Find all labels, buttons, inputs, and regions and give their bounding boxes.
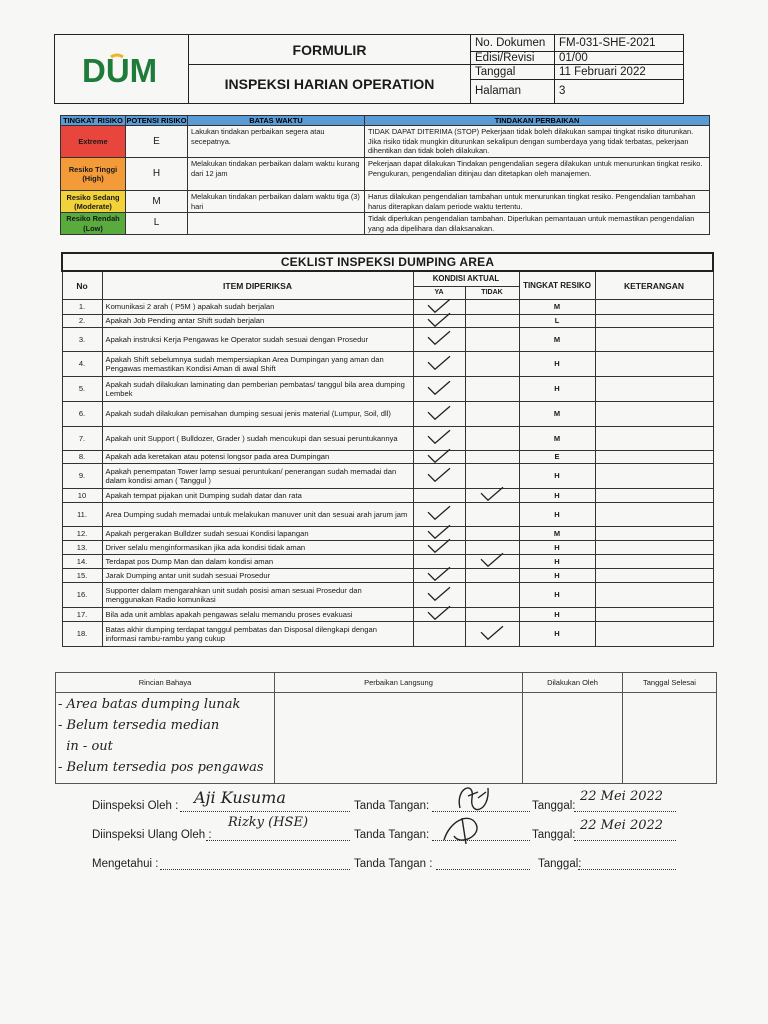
tidak-cell[interactable] <box>465 582 519 607</box>
tidak-cell[interactable] <box>465 426 519 450</box>
ya-cell[interactable] <box>413 463 465 488</box>
tidak-cell[interactable] <box>465 401 519 426</box>
row-item: Jarak Dumping antar unit sudah sesuai Prosedur <box>102 568 413 582</box>
rincian-entry: - Belum tersedia pos pengawas <box>58 760 264 775</box>
checklist-row <box>62 621 713 646</box>
rincian-header: Tanggal Selesai <box>623 673 717 693</box>
checklist-row <box>62 540 713 554</box>
row-keterangan[interactable] <box>595 540 713 554</box>
checklist-table <box>61 252 714 647</box>
checkmark-icon <box>426 567 452 583</box>
row-no: 6. <box>62 401 102 426</box>
ya-cell[interactable] <box>413 351 465 376</box>
checkmark-icon <box>426 430 452 446</box>
row-no: 18. <box>62 621 102 646</box>
row-risk: H <box>519 463 595 488</box>
checklist-row <box>62 314 713 327</box>
tidak-cell[interactable] <box>465 463 519 488</box>
checkmark-icon <box>426 405 452 421</box>
row-risk: H <box>519 554 595 568</box>
risk-level: Resiko Tinggi (High) <box>61 158 126 191</box>
ya-cell[interactable] <box>413 376 465 401</box>
col-keterangan-header: KETERANGAN <box>595 271 713 299</box>
row-item: Apakah tempat pijakan unit Dumping sudah datar dan rata <box>102 488 413 502</box>
ulang-label: Diinspeksi Ulang Oleh : <box>92 829 212 841</box>
row-item: Apakah penempatan Tower lamp sesuai peruntukan/ penerangan sudah memadai dan dalam kondisi aman ( Tanggul ) <box>102 463 413 488</box>
checklist-row <box>62 327 713 351</box>
row-keterangan[interactable] <box>595 502 713 526</box>
risk-header: TINDAKAN PERBAIKAN <box>365 116 710 126</box>
ulang-date: 22 Mei 2022 <box>580 818 664 833</box>
tidak-cell[interactable] <box>465 327 519 351</box>
checklist-row <box>62 376 713 401</box>
risk-header: POTENSI RISIKO <box>126 116 187 125</box>
row-risk: M <box>519 526 595 540</box>
tidak-cell[interactable] <box>465 450 519 463</box>
tanda-label: Tanda Tangan: <box>354 800 430 812</box>
row-risk: H <box>519 621 595 646</box>
row-keterangan[interactable] <box>595 327 713 351</box>
checklist-row <box>62 582 713 607</box>
row-no: 2. <box>62 314 102 327</box>
tanggal-label: Tanggal: <box>532 800 576 812</box>
row-keterangan[interactable] <box>595 314 713 327</box>
risk-code: M <box>126 191 188 213</box>
risk-header: TINGKAT RISIKO <box>61 116 126 126</box>
tidak-cell[interactable] <box>465 502 519 526</box>
row-item: Apakah sudah dilakukan pemisahan dumping sesuai jenis material (Lumpur, Soil, dll) <box>102 401 413 426</box>
row-risk: H <box>519 376 595 401</box>
tidak-cell[interactable] <box>465 351 519 376</box>
rincian-bahaya-list <box>58 694 273 778</box>
checkmark-icon <box>426 606 452 622</box>
checklist-row <box>62 401 713 426</box>
tidak-cell[interactable] <box>465 299 519 314</box>
risk-time: Melakukan tindakan perbaikan dalam waktu tiga (3) hari <box>188 191 365 213</box>
tanda-label: Tanda Tangan : <box>354 858 433 870</box>
row-keterangan[interactable] <box>595 376 713 401</box>
row-no: 3. <box>62 327 102 351</box>
meta-value: 11 Februari 2022 <box>555 65 684 79</box>
checklist-row <box>62 488 713 502</box>
row-item: Apakah sudah dilakukan laminating dan pemberian pembatas/ tanggul bila area dumping Lembek <box>102 376 413 401</box>
tidak-cell[interactable] <box>465 607 519 621</box>
row-no: 1. <box>62 299 102 314</box>
row-risk: H <box>519 607 595 621</box>
row-no: 13. <box>62 540 102 554</box>
ya-cell[interactable] <box>413 540 465 554</box>
tanda-line <box>436 858 530 870</box>
row-risk: E <box>519 450 595 463</box>
checkmark-icon <box>426 448 452 464</box>
row-keterangan[interactable] <box>595 568 713 582</box>
risk-code: E <box>126 126 188 158</box>
ya-cell[interactable] <box>413 502 465 526</box>
risk-action: Tidak diperlukan pengendalian tambahan. Diperlukan pemantauan untuk memastikan pengendalian yang ada dipelihara dan dilaksanakan. <box>365 213 710 235</box>
row-keterangan[interactable] <box>595 621 713 646</box>
row-risk: H <box>519 582 595 607</box>
row-no: 5. <box>62 376 102 401</box>
risk-row <box>61 213 710 235</box>
row-item: Driver selalu menginformasikan jika ada kondisi tidak aman <box>102 540 413 554</box>
row-risk: H <box>519 540 595 554</box>
meta-label: Tanggal <box>471 65 555 79</box>
checkmark-icon <box>426 331 452 347</box>
tidak-cell[interactable] <box>465 314 519 327</box>
checklist-row <box>62 351 713 376</box>
dum-logo <box>80 52 170 86</box>
rincian-header: Rincian Bahaya <box>56 673 275 693</box>
meta-value: 01/00 <box>555 52 684 65</box>
row-risk: H <box>519 488 595 502</box>
tidak-cell[interactable] <box>465 376 519 401</box>
row-risk: M <box>519 327 595 351</box>
row-item: Supporter dalam mengarahkan unit sudah posisi aman sesuai Prosedur dan menggunakan Radio komunikasi <box>102 582 413 607</box>
risk-matrix-table <box>60 115 710 235</box>
checklist-row <box>62 463 713 488</box>
checkmark-icon <box>426 467 452 483</box>
row-keterangan[interactable] <box>595 463 713 488</box>
ya-cell[interactable] <box>413 426 465 450</box>
tidak-cell[interactable] <box>465 621 519 646</box>
rincian-cell <box>623 693 717 784</box>
checkmark-icon <box>479 625 505 641</box>
risk-header: BATAS WAKTU <box>188 116 365 126</box>
row-no: 8. <box>62 450 102 463</box>
rincian-cell <box>523 693 623 784</box>
row-risk: M <box>519 401 595 426</box>
tanggal-label: Tanggal: <box>532 829 576 841</box>
checklist-row <box>62 426 713 450</box>
col-tidak-header: TIDAK <box>465 286 519 299</box>
row-no: 12. <box>62 526 102 540</box>
ya-cell[interactable] <box>413 621 465 646</box>
row-item: Apakah instruksi Kerja Pengawas ke Operator sudah sesuai dengan Prosedur <box>102 327 413 351</box>
mengetahui-line <box>160 858 350 870</box>
meta-label: Edisi/Revisi <box>471 52 555 65</box>
row-keterangan[interactable] <box>595 351 713 376</box>
checklist-row <box>62 607 713 621</box>
risk-row <box>61 191 710 213</box>
row-no: 7. <box>62 426 102 450</box>
checklist-row <box>62 526 713 540</box>
row-risk: H <box>519 351 595 376</box>
checkmark-icon <box>426 380 452 396</box>
row-no: 11. <box>62 502 102 526</box>
checkmark-icon <box>479 487 505 503</box>
row-keterangan[interactable] <box>595 299 713 314</box>
checklist-row <box>62 450 713 463</box>
rincian-header: Perbaikan Langsung <box>275 673 523 693</box>
risk-action: Pekerjaan dapat dilakukan Tindakan pengendalian segera dilakukan untuk menurunkan tingkat resiko. Pengukuran, pengendalian ditinjau dan ditetapkan oleh manajemen. <box>365 158 710 191</box>
row-item: Batas akhir dumping terdapat tanggul pembatas dan Disposal dilengkapi dengan informasi rambu-rambu yang cukup <box>102 621 413 646</box>
risk-time: Melakukan tindakan perbaikan dalam waktu kurang dari 12 jam <box>188 158 365 191</box>
row-item: Bila ada unit amblas apakah pengawas selalu memandu proses evakuasi <box>102 607 413 621</box>
row-item: Apakah ada keretakan atau potensi longsor pada area Dumpingan <box>102 450 413 463</box>
risk-level: Extreme <box>61 126 126 158</box>
checklist-row <box>62 554 713 568</box>
row-keterangan[interactable] <box>595 426 713 450</box>
checkmark-icon <box>426 312 452 328</box>
ya-cell[interactable] <box>413 488 465 502</box>
rincian-header: Dilakukan Oleh <box>523 673 623 693</box>
ya-cell[interactable] <box>413 401 465 426</box>
risk-code: H <box>126 158 188 191</box>
logo-text: DUM <box>82 52 158 86</box>
checkmark-icon <box>426 355 452 371</box>
rincian-entry: - Belum tersedia median <box>58 718 220 733</box>
col-no-header: No <box>62 271 102 299</box>
diinspeksi-line <box>180 800 350 812</box>
ya-cell[interactable] <box>413 582 465 607</box>
form-title: INSPEKSI HARIAN OPERATION <box>189 65 471 104</box>
row-item: Komunikasi 2 arah ( P5M ) apakah sudah berjalan <box>102 299 413 314</box>
risk-action: TIDAK DAPAT DITERIMA (STOP) Pekerjaan tidak boleh dilakukan sampai tingkat risiko diturunkan. Jika risiko tidak mungkin diturunkan sekalipun dengan sumberdaya yang tidak terbatas, pekerjaan dihentikan dan tidak boleh dilakukan. <box>365 126 710 158</box>
ya-cell[interactable] <box>413 327 465 351</box>
row-no: 4. <box>62 351 102 376</box>
rincian-entry: in - out <box>58 739 113 754</box>
rincian-entry: - Area batas dumping lunak <box>58 697 241 712</box>
row-risk: M <box>519 426 595 450</box>
form-label: FORMULIR <box>189 35 471 65</box>
risk-time: Lakukan tindakan perbaikan segera atau secepatnya. <box>188 126 365 158</box>
diinspeksi-name: Aji Kusuma <box>194 788 286 807</box>
ya-cell[interactable] <box>413 607 465 621</box>
col-tingkat-header: TINGKAT RESIKO <box>519 271 595 299</box>
ya-cell[interactable] <box>413 450 465 463</box>
ya-cell[interactable] <box>413 314 465 327</box>
row-risk: L <box>519 314 595 327</box>
diinspeksi-date: 22 Mei 2022 <box>580 789 664 804</box>
ulang-name: Rizky (HSE) <box>228 815 309 830</box>
rincian-cell <box>275 693 523 784</box>
row-no: 14. <box>62 554 102 568</box>
tidak-cell[interactable] <box>465 554 519 568</box>
checklist-row <box>62 568 713 582</box>
tidak-cell[interactable] <box>465 488 519 502</box>
row-item: Terdapat pos Dump Man dan dalam kondisi aman <box>102 554 413 568</box>
risk-level: Resiko Sedang (Moderate) <box>61 191 126 213</box>
checkmark-icon <box>426 539 452 555</box>
row-no: 16. <box>62 582 102 607</box>
row-keterangan[interactable] <box>595 488 713 502</box>
row-risk: H <box>519 568 595 582</box>
risk-code: L <box>126 213 188 235</box>
risk-time <box>188 213 365 235</box>
row-keterangan[interactable] <box>595 607 713 621</box>
meta-value: 3 <box>555 79 684 103</box>
tanggal-label: Tanggal: <box>538 858 582 870</box>
tanda-label: Tanda Tangan: <box>354 829 430 841</box>
meta-label: Halaman <box>471 79 555 103</box>
checklist-row <box>62 299 713 314</box>
signature-2-icon <box>440 812 490 848</box>
checkmark-icon <box>479 553 505 569</box>
row-keterangan[interactable] <box>595 554 713 568</box>
checkmark-icon <box>426 506 452 522</box>
row-item: Area Dumping sudah memadai untuk melakukan manuver unit dan sesuai arah jarum jam <box>102 502 413 526</box>
risk-row <box>61 126 710 158</box>
col-ya-header: YA <box>413 286 465 299</box>
risk-level: Resiko Rendah (Low) <box>61 213 126 235</box>
row-no: 17. <box>62 607 102 621</box>
tidak-cell[interactable] <box>465 526 519 540</box>
checklist-title: CEKLIST INSPEKSI DUMPING AREA <box>62 253 713 271</box>
row-keterangan[interactable] <box>595 526 713 540</box>
row-no: 10 <box>62 488 102 502</box>
row-risk: H <box>519 502 595 526</box>
tidak-cell[interactable] <box>465 568 519 582</box>
row-item: Apakah Job Pending antar Shift sudah berjalan <box>102 314 413 327</box>
col-kondisi-header: KONDISI AKTUAL <box>413 271 519 286</box>
meta-label: No. Dokumen <box>471 35 555 52</box>
ulang-line <box>206 829 350 841</box>
col-item-header: ITEM DIPERIKSA <box>102 271 413 299</box>
row-risk: M <box>519 299 595 314</box>
tanggal-line <box>578 858 676 870</box>
row-no: 9. <box>62 463 102 488</box>
row-no: 15. <box>62 568 102 582</box>
row-keterangan[interactable] <box>595 450 713 463</box>
row-item: Apakah pergerakan Bulldzer sudah sesuai Kondisi lapangan <box>102 526 413 540</box>
row-item: Apakah unit Support ( Bulldozer, Grader ) sudah mencukupi dan sesuai peruntukannya <box>102 426 413 450</box>
meta-value: FM-031-SHE-2021 <box>555 35 684 52</box>
row-keterangan[interactable] <box>595 582 713 607</box>
diinspeksi-label: Diinspeksi Oleh : <box>92 800 179 812</box>
row-item: Apakah Shift sebelumnya sudah mempersiapkan Area Dumpingan yang aman dan Pengawas memastikan Kondisi Aman di awal Shift <box>102 351 413 376</box>
row-keterangan[interactable] <box>595 401 713 426</box>
risk-row <box>61 158 710 191</box>
risk-action: Harus dilakukan pengendalian tambahan untuk menurunkan tingkat resiko. Pengendalian tambahan harus diterapkan dalam periode waktu tertentu. <box>365 191 710 213</box>
ya-cell[interactable] <box>413 568 465 582</box>
checkmark-icon <box>426 586 452 602</box>
checklist-row <box>62 502 713 526</box>
mengetahui-label: Mengetahui : <box>92 858 159 870</box>
